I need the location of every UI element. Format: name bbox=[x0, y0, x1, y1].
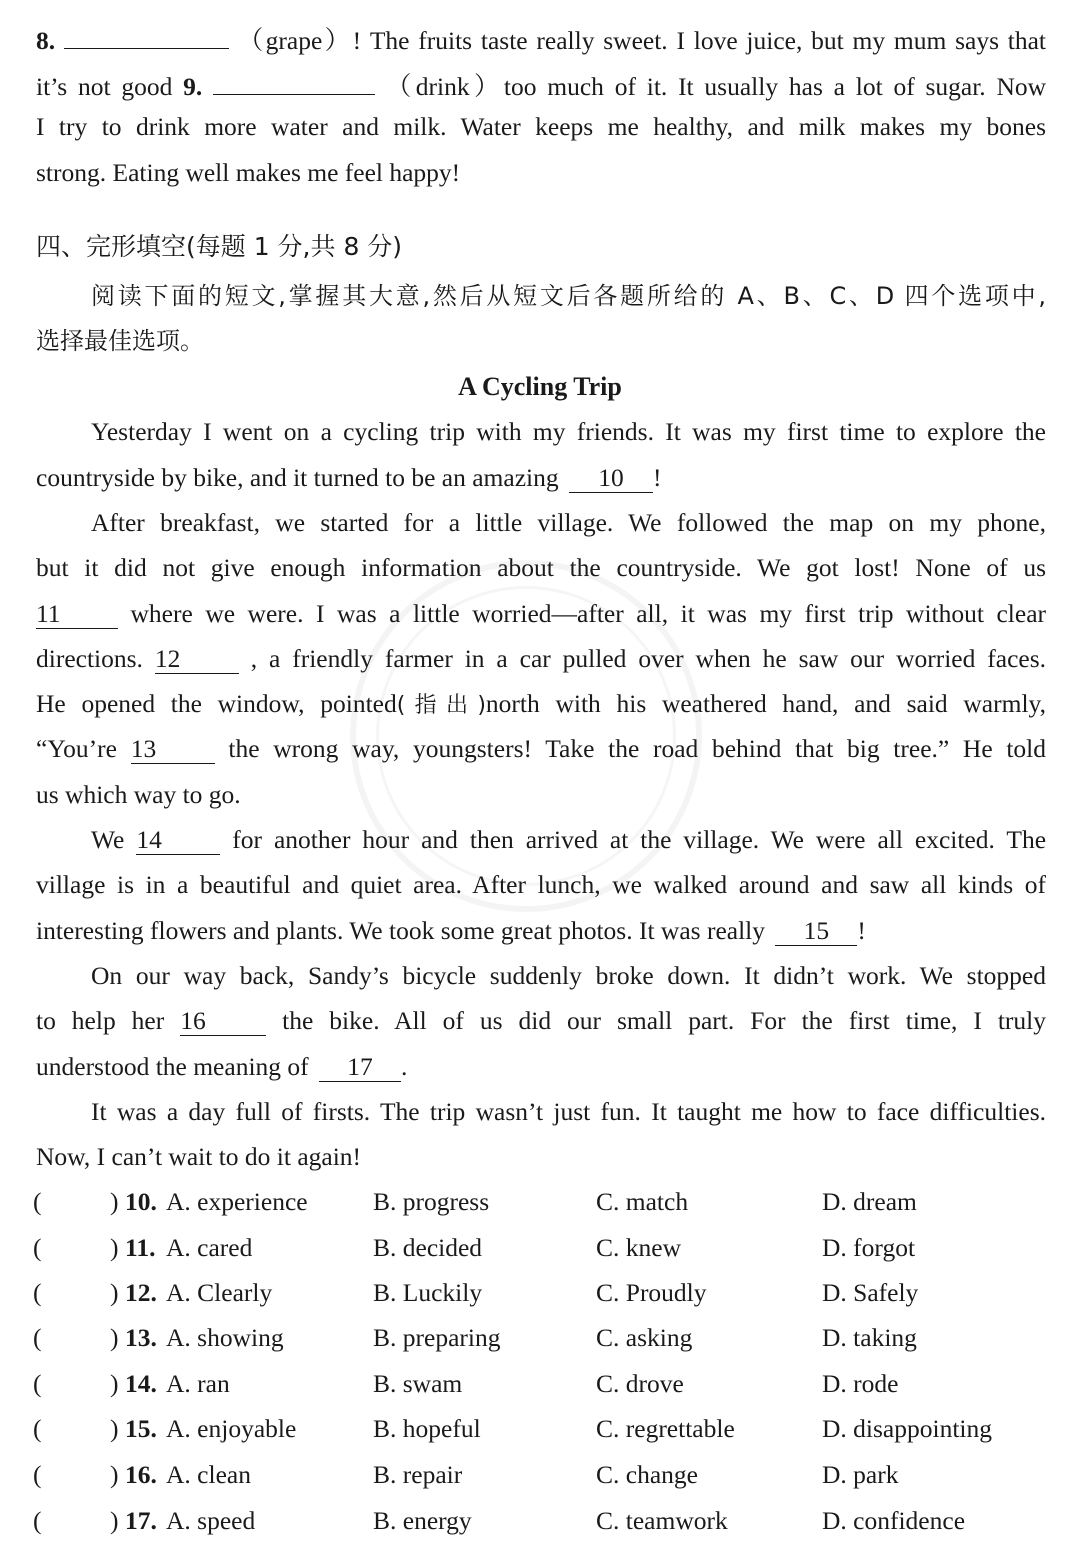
option-c[interactable]: C. asking bbox=[596, 1323, 693, 1352]
option-d[interactable]: D. rode bbox=[822, 1369, 899, 1398]
answer-bracket-open[interactable]: ( bbox=[33, 1460, 42, 1489]
question-number: 16. bbox=[125, 1460, 157, 1489]
blank-14[interactable]: 14 bbox=[136, 824, 220, 855]
option-b[interactable]: B. swam bbox=[373, 1369, 463, 1398]
q8-number: 8. bbox=[36, 26, 56, 55]
question-row bbox=[0, 1367, 1080, 1407]
blank-13[interactable]: 13 bbox=[131, 733, 215, 764]
p1-line-2-end: ! bbox=[652, 463, 662, 492]
top-line-3: I try to drink more water and milk. Water keeps me healthy, and milk makes my bones bbox=[36, 112, 1046, 141]
p4-line-3-pre: understood the meaning of bbox=[36, 1052, 309, 1081]
p3-line-1-pre: We bbox=[91, 825, 125, 854]
q9-number: 9. bbox=[183, 72, 203, 101]
question-row bbox=[0, 1321, 1080, 1361]
passage-title: A Cycling Trip bbox=[458, 372, 622, 401]
question-number: 11. bbox=[125, 1233, 156, 1262]
top-line-4: strong. Eating well makes me feel happy! bbox=[36, 158, 461, 187]
option-d[interactable]: D. taking bbox=[822, 1323, 917, 1352]
instruction-line-2: 选择最佳选项。 bbox=[36, 327, 204, 355]
option-a[interactable]: A. ran bbox=[166, 1369, 230, 1398]
option-c[interactable]: C. drove bbox=[596, 1369, 684, 1398]
option-a[interactable]: A. enjoyable bbox=[166, 1414, 297, 1443]
p4-line-3-end: . bbox=[401, 1052, 408, 1081]
p4-line-2-pre: to help her bbox=[36, 1006, 165, 1035]
blank-15[interactable]: 15 bbox=[775, 915, 857, 946]
option-a[interactable]: A. showing bbox=[166, 1323, 284, 1352]
option-b[interactable]: B. Luckily bbox=[373, 1278, 483, 1307]
p4-line-2 bbox=[36, 1004, 1046, 1038]
answer-bracket-close: ) bbox=[110, 1187, 119, 1216]
option-d[interactable]: D. forgot bbox=[822, 1233, 916, 1262]
p2-line-4-text: , a friendly farmer in a car pulled over when he saw our worried faces. bbox=[250, 644, 1047, 673]
p2-line-5-cjk: (指出) bbox=[396, 693, 486, 718]
question-row bbox=[0, 1276, 1080, 1316]
option-c[interactable]: C. teamwork bbox=[596, 1506, 728, 1535]
q9-line bbox=[36, 64, 1046, 104]
option-c[interactable]: C. knew bbox=[596, 1233, 681, 1262]
option-a[interactable]: A. speed bbox=[166, 1506, 256, 1535]
question-row bbox=[0, 1504, 1080, 1544]
option-d[interactable]: D. confidence bbox=[822, 1506, 966, 1535]
p2-line-4-pre: directions. bbox=[36, 644, 143, 673]
p2-line-5 bbox=[36, 687, 1046, 723]
question-row bbox=[0, 1412, 1080, 1452]
p1-line-2-text: countryside by bike, and it turned to be an amazing bbox=[36, 463, 559, 492]
answer-bracket-open[interactable]: ( bbox=[33, 1278, 42, 1307]
option-a[interactable]: A. Clearly bbox=[166, 1278, 273, 1307]
question-number: 15. bbox=[125, 1414, 157, 1443]
blank-10[interactable]: 10 bbox=[569, 462, 653, 493]
p1-line-2 bbox=[36, 461, 1046, 495]
p4-line-2-text: the bike. All of us did our small part. For the first time, I truly bbox=[282, 1006, 1047, 1035]
q9-pre-text: it’s not good bbox=[36, 72, 173, 101]
blank-16[interactable]: 16 bbox=[180, 1005, 266, 1036]
question-number: 14. bbox=[125, 1369, 157, 1398]
answer-bracket-open[interactable]: ( bbox=[33, 1323, 42, 1352]
question-row bbox=[0, 1185, 1080, 1225]
option-a[interactable]: A. experience bbox=[166, 1187, 308, 1216]
p2-line-6 bbox=[36, 732, 1046, 766]
p2-line-3-text: where we were. I was a little worried—after all, it was my first trip without clear bbox=[130, 599, 1047, 628]
p3-line-3-end: ! bbox=[857, 916, 866, 945]
p2-line-6-pre: “You’re bbox=[36, 734, 117, 763]
option-b[interactable]: B. repair bbox=[373, 1460, 463, 1489]
p5-line-1: It was a day full of firsts. The trip wasn’t just fun. It taught me how to face difficulties. bbox=[91, 1097, 1046, 1126]
option-d[interactable]: D. dream bbox=[822, 1187, 917, 1216]
answer-bracket-open[interactable]: ( bbox=[33, 1414, 42, 1443]
blank-17[interactable]: 17 bbox=[319, 1051, 401, 1082]
answer-bracket-open[interactable]: ( bbox=[33, 1233, 42, 1262]
p4-line-1: On our way back, Sandy’s bicycle suddenly broke down. It didn’t work. We stopped bbox=[91, 961, 1046, 990]
p3-line-3 bbox=[36, 914, 1046, 948]
section-heading: 四、完形填空(每题 1 分,共 8 分) bbox=[36, 232, 403, 261]
option-b[interactable]: B. decided bbox=[373, 1233, 483, 1262]
question-number: 17. bbox=[125, 1506, 157, 1535]
question-number: 13. bbox=[125, 1323, 157, 1352]
question-number: 12. bbox=[125, 1278, 157, 1307]
question-row bbox=[0, 1458, 1080, 1498]
option-c[interactable]: C. change bbox=[596, 1460, 698, 1489]
p2-line-5-text: north with his weathered hand, and said warmly, bbox=[485, 689, 1046, 718]
instruction-line-1: 阅读下面的短文,掌握其大意,然后从短文后各题所给的 A、B、C、D 四个选项中, bbox=[91, 282, 1046, 310]
p2-line-7: us which way to go. bbox=[36, 780, 241, 809]
question-number: 10. bbox=[125, 1187, 157, 1216]
option-d[interactable]: D. disappointing bbox=[822, 1414, 992, 1443]
p2-line-4 bbox=[36, 642, 1046, 676]
option-d[interactable]: D. Safely bbox=[822, 1278, 919, 1307]
answer-bracket-close: ) bbox=[110, 1278, 119, 1307]
answer-bracket-close: ) bbox=[110, 1460, 119, 1489]
blank-12[interactable]: 12 bbox=[155, 643, 239, 674]
answer-bracket-close: ) bbox=[110, 1414, 119, 1443]
answer-bracket-open[interactable]: ( bbox=[33, 1369, 42, 1398]
p1-line-1: Yesterday I went on a cycling trip with my friends. It was my first time to explore the bbox=[91, 417, 1046, 446]
q8-line bbox=[36, 18, 1046, 58]
p2-line-1: After breakfast, we started for a little village. We followed the map on my phone, bbox=[91, 508, 1046, 537]
q9-text: （drink）too much of it. It usually has a lot of sugar. Now bbox=[385, 72, 1047, 101]
answer-bracket-close: ) bbox=[110, 1233, 119, 1262]
option-b[interactable]: B. hopeful bbox=[373, 1414, 481, 1443]
option-c[interactable]: C. regrettable bbox=[596, 1414, 735, 1443]
answer-bracket-close: ) bbox=[110, 1323, 119, 1352]
option-c[interactable]: C. Proudly bbox=[596, 1278, 707, 1307]
p3-line-1-text: for another hour and then arrived at the village. We were all excited. The bbox=[232, 825, 1047, 854]
answer-bracket-open[interactable]: ( bbox=[33, 1506, 42, 1535]
option-a[interactable]: A. cared bbox=[166, 1233, 253, 1262]
p3-line-2: village is in a beautiful and quiet area. After lunch, we walked around and saw all kinds of bbox=[36, 870, 1046, 899]
option-b[interactable]: B. preparing bbox=[373, 1323, 501, 1352]
answer-bracket-close: ) bbox=[110, 1506, 119, 1535]
q8-text: （grape）! The fruits taste really sweet. I love juice, but my mum says that bbox=[237, 26, 1047, 55]
answer-bracket-open[interactable]: ( bbox=[33, 1187, 42, 1216]
p2-line-3 bbox=[36, 597, 1046, 631]
option-c[interactable]: C. match bbox=[596, 1187, 689, 1216]
option-a[interactable]: A. clean bbox=[166, 1460, 251, 1489]
p2-line-5-pre: He opened the window, pointed bbox=[36, 689, 397, 718]
q9-blank[interactable] bbox=[213, 64, 375, 95]
option-d[interactable]: D. park bbox=[822, 1460, 899, 1489]
question-row bbox=[0, 1231, 1080, 1271]
p2-line-2: but it did not give enough information about the countryside. We got lost! None of us bbox=[36, 553, 1046, 582]
q8-blank[interactable] bbox=[64, 18, 229, 49]
option-b[interactable]: B. progress bbox=[373, 1187, 490, 1216]
blank-11[interactable]: 11 bbox=[36, 598, 118, 629]
option-b[interactable]: B. energy bbox=[373, 1506, 472, 1535]
p2-line-6-text: the wrong way, youngsters! Take the road behind that big tree.” He told bbox=[228, 734, 1047, 763]
p3-line-3-pre: interesting flowers and plants. We took some great photos. It was really bbox=[36, 916, 766, 945]
p3-line-1 bbox=[91, 823, 1046, 857]
p5-line-2: Now, I can’t wait to do it again! bbox=[36, 1142, 362, 1171]
p4-line-3 bbox=[36, 1050, 1046, 1084]
answer-bracket-close: ) bbox=[110, 1369, 119, 1398]
